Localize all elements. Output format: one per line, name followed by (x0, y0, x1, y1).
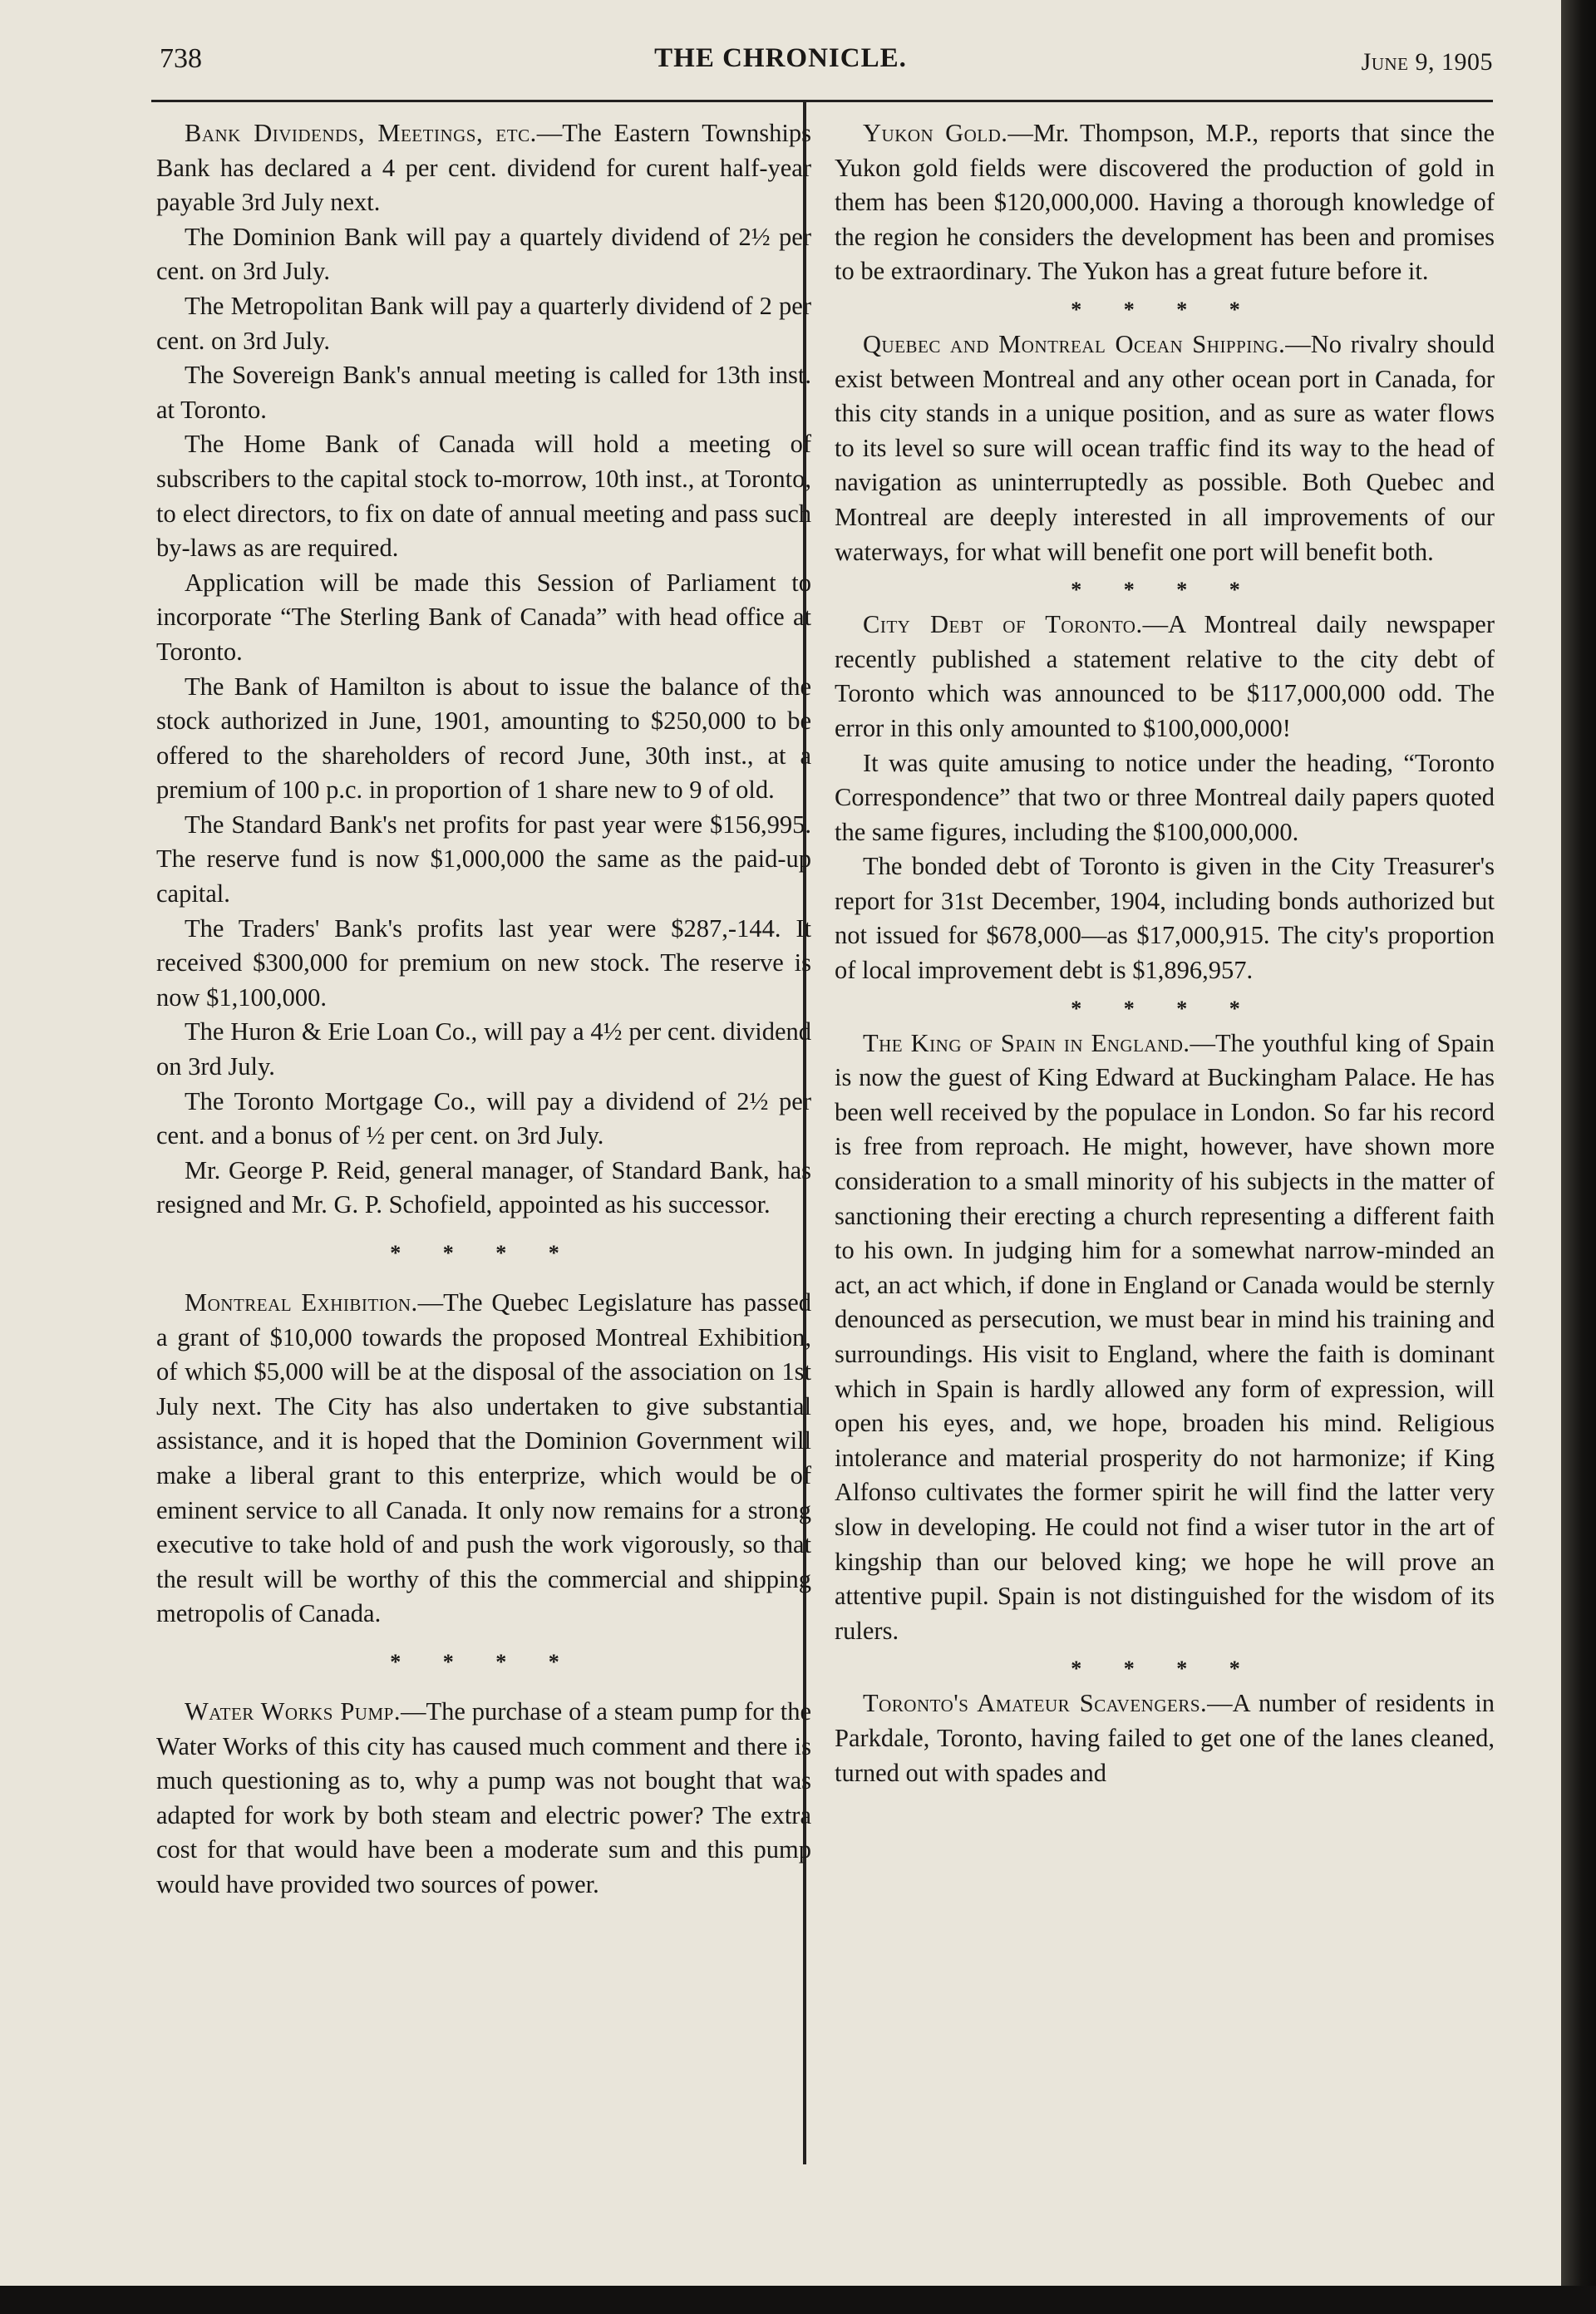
article-heading: Water Works Pump. (185, 1696, 401, 1726)
article-text: The Standard Bank's net profits for past year were $156,995. The reserve fund is now $1,000,000 the same as the paid-up capital. (156, 810, 811, 908)
article-heading: City Debt of Toronto. (863, 610, 1143, 639)
article-text: Mr. George P. Reid, general manager, of Standard Bank, has resigned and Mr. G. P. Schofield, appointed as his successor. (156, 1155, 811, 1219)
section-separator: * * * * (390, 1241, 578, 1265)
article-text: The Metropolitan Bank will pay a quarterly dividend of 2 per cent. on 3rd July. (156, 291, 811, 355)
section-separator: * * * * (1071, 297, 1259, 322)
article-paragraph (156, 808, 811, 912)
article-paragraph (156, 566, 811, 670)
masthead: THE CHRONICLE. (654, 43, 907, 73)
article-text: —Mr. Thompson, M.P., reports that since the Yukon gold fields were discovered the production of gold in them has been $120,000,000. Having a thorough knowledge of the region he considers the development has been and promises to be extraordinary. The Yukon has a great future before it. (835, 119, 1495, 286)
article-text: It was quite amusing to notice under the heading, “Toronto Correspondence” that two or three Montreal daily papers quoted the same figures, including the $100,000,000. (835, 748, 1495, 846)
article-heading: Bank Dividends, Meetings, etc. (185, 119, 537, 147)
article-text: —A number of residents in Parkdale, Toronto, having failed to get one of the lanes cleaned, turned out with spades and (835, 1689, 1495, 1787)
article-paragraph (156, 358, 811, 427)
section-separator: * * * * (1071, 996, 1259, 1021)
article-text: —The Quebec Legislature has passed a grant of $10,000 towards the proposed Montreal Exhibition, of which $5,000 will be at the disposal of the association on 1st July next. The City has also undertaken to give substantial assistance, and it is hoped that the Dominion Government will make a liberal grant to this enterprize, which would be of eminent service to all Canada. It only now remains for a strong executive to take hold of and push the work vigorously, so that the result will be worthy of this the commercial and shipping metropolis of Canada. (156, 1288, 811, 1628)
article-paragraph (156, 427, 811, 565)
article-paragraph (835, 608, 1495, 746)
article-paragraph (156, 1286, 811, 1632)
article-paragraph (156, 220, 811, 289)
article-paragraph (156, 912, 811, 1016)
article-paragraph (835, 746, 1495, 850)
article-text: —The youthful king of Spain is now the guest of King Edward at Buckingham Palace. He has been well received by the populace in London. So far his record is free from reproach. He might, however, have shown more consideration to a small minority of his subjects in the matter of sanctioning their erecting a church representing a different faith to his own. In judging him for a somewhat narrow-minded an act, an act which, if done in England or Canada would be sternly denounced as persecution, we must bear in mind his training and surroundings. His visit to England, where the faith is dominant which in Spain is hardly allowed any form of expression, will open his eyes, and, we hope, broaden his mind. Religious intolerance and material prosperity do not harmonize; if King Alfonso cultivates the former spirit he will find the latter very slow in developing. He could not find a wiser tutor in the art of kingship than our beloved king; we hope he will prove an attentive pupil. Spain is not distinguished for the wisdom of its rulers. (835, 1028, 1495, 1645)
article-paragraph (156, 289, 811, 358)
article-paragraph (835, 849, 1495, 987)
article-heading: Toronto's Amateur Scavengers. (863, 1689, 1208, 1718)
article-text: —The Eastern Townships Bank has declared a 4 per cent. dividend for curent half-year payable 3rd July next. (156, 119, 812, 217)
article-text: The bonded debt of Toronto is given in the City Treasurer's report for 31st December, 1904, including bonds authorized but not issued for $678,000—as $17,000,915. The city's proportion of local improvement debt is $1,896,957. (835, 852, 1495, 985)
header-rule (151, 100, 1493, 102)
article-heading: Quebec and Montreal Ocean Shipping. (863, 329, 1286, 358)
article-paragraph (156, 1085, 811, 1154)
page-header (0, 43, 1561, 93)
article-text: The Traders' Bank's profits last year were $287,-144. It received $300,000 for premium on new stock. The reserve is now $1,100,000. (156, 913, 811, 1012)
article-heading: The King of Spain in England. (863, 1028, 1190, 1057)
article-text: The Huron & Erie Loan Co., will pay a 4½ per cent. dividend on 3rd July. (156, 1017, 811, 1081)
article-paragraph (156, 1695, 811, 1903)
right-column (835, 116, 1495, 1790)
article-paragraph (835, 327, 1495, 569)
article-paragraph (156, 116, 811, 220)
issue-date: June 9, 1905 (1361, 48, 1493, 76)
article-paragraph (835, 116, 1495, 289)
article-text: The Dominion Bank will pay a quartely dividend of 2½ per cent. on 3rd July. (156, 222, 811, 286)
section-separator: * * * * (1071, 578, 1259, 603)
article-text: The Sovereign Bank's annual meeting is called for 13th inst. at Toronto. (156, 361, 811, 424)
section-separator: * * * * (1071, 1657, 1259, 1681)
article-paragraph (156, 1015, 811, 1084)
left-column (156, 116, 811, 1903)
article-text: —The purchase of a steam pump for the Water Works of this city has caused much comment and there is much questioning as to, why a pump was not bought that was adapted for work by both steam and electric power? The extra cost for that would have been a moderate sum and this pump would have provided two sources of power. (156, 1696, 811, 1898)
page-number: 738 (160, 43, 202, 74)
page-edge-shadow (1561, 0, 1596, 2314)
article-paragraph (156, 1154, 811, 1223)
article-text: Application will be made this Session of Parliament to incorporate “The Sterling Bank of Canada” with head office at Toronto. (156, 568, 811, 666)
article-text: The Home Bank of Canada will hold a meeting of subscribers to the capital stock to-morrow, 10th inst., at Toronto, to elect directors, to fix on date of annual meeting and pass such by-laws as are required. (156, 430, 811, 563)
article-text: The Toronto Mortgage Co., will pay a dividend of 2½ per cent. and a bonus of ½ per cent. on 3rd July. (156, 1086, 811, 1150)
article-paragraph (835, 1686, 1495, 1790)
article-paragraph (156, 670, 811, 808)
section-separator: * * * * (390, 1649, 578, 1674)
page-bottom-shadow (0, 2286, 1596, 2314)
article-heading: Yukon Gold. (863, 119, 1008, 147)
article-text: —A Montreal daily newspaper recently published a statement relative to the city debt of Toronto which was announced to be $117,000,000 odd. The error in this only amounted to $100,000,000! (835, 610, 1495, 742)
article-paragraph (835, 1027, 1495, 1649)
article-text: —No rivalry should exist between Montreal and any other ocean port in Canada, for this city stands in a unique position, and as sure as water flows to its level so sure will ocean traffic find its way to the head of navigation as uninterruptedly as possible. Both Quebec and Montreal are deeply interested in all improvements of our waterways, for what will benefit one port will benefit both. (835, 329, 1495, 566)
article-text: The Bank of Hamilton is about to issue the balance of the stock authorized in June, 1901, amounting to $250,000 to be offered to the shareholders of record June, 30th inst., at a premium of 100 p.c. in proportion of 1 share new to 9 of old. (156, 672, 811, 805)
article-heading: Montreal Exhibition. (185, 1288, 418, 1317)
